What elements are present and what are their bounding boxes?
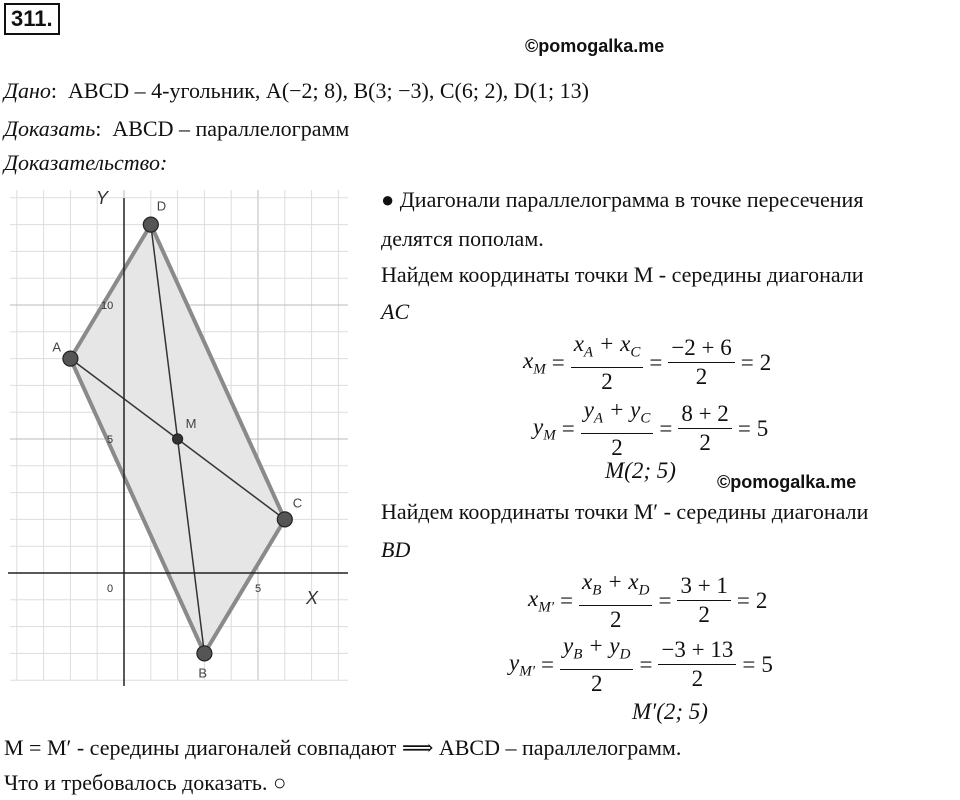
- given-label: Дано: [4, 78, 51, 103]
- point-label-m: M: [185, 416, 197, 431]
- prove-label: Доказать: [4, 116, 96, 141]
- prove-text: ABCD – параллелограмм: [112, 116, 350, 141]
- text-p3b: BD: [381, 537, 411, 562]
- point-a: [63, 351, 78, 366]
- watermark-mid: ©pomogalka.me: [717, 472, 857, 492]
- text-p1b: делятся пополам.: [381, 226, 544, 251]
- x-axis-label: X: [306, 588, 319, 608]
- given-line: Дано: ABCD – 4-угольник, A(−2; 8), B(3; −3), C(6; 2), D(1; 13): [4, 78, 589, 103]
- text-p2a: Найдем координаты точки M - середины диагонали: [381, 262, 864, 287]
- watermark-top: ©pomogalka.me: [525, 36, 665, 56]
- coordinate-graph: [0, 180, 355, 690]
- tick-y-5: 5: [107, 434, 114, 446]
- tick-y-10: 10: [101, 300, 114, 312]
- point-b: [197, 646, 212, 661]
- tick-0: 0: [107, 583, 114, 595]
- point-d: [143, 217, 158, 232]
- qed: Что и требовалось доказать. ○: [4, 770, 287, 795]
- point-c: [277, 512, 292, 527]
- tick-x-5: 5: [255, 583, 262, 595]
- eq-yM: $y_M$ = $\frac{y_A + y_C}{2}$ = $\frac{8 + 2}{2}$ = 5: [533, 397, 769, 460]
- eq-xM: $x_M$ = $\frac{x_A + x_C}{2}$ = $\frac{-2 + 6}{2}$ = 2: [523, 331, 772, 394]
- m-point: M(2; 5): [605, 458, 676, 483]
- point-label-d: D: [156, 198, 167, 214]
- text-p2b: AC: [381, 299, 410, 324]
- eq-xM2: $x_{M'}$ = $\frac{x_B + x_D}{2}$ = $\frac{3 + 1}{2}$ = 2: [528, 569, 768, 632]
- problem-number: 311.: [4, 3, 60, 35]
- prove-line: Доказать: ABCD – параллелограмм: [4, 116, 350, 141]
- text-p3a: Найдем координаты точки M′ - середины диагонали: [381, 499, 869, 524]
- proof-label: Доказательство:: [4, 150, 168, 175]
- point-m: [173, 434, 183, 444]
- text-p1a: ● Диагонали параллелограмма в точке пересечения: [381, 187, 864, 212]
- eq-yM2: $y_{M'}$ = $\frac{y_B + y_D}{2}$ = $\frac{-3 + 13}{2}$ = 5: [509, 633, 773, 696]
- m2-point: M′(2; 5): [632, 699, 708, 724]
- y-axis-label: Y: [96, 188, 109, 208]
- conclusion: M = M′ - середины диагоналей совпадают ⟹ ABCD – параллелограмм.: [4, 735, 682, 760]
- point-label-a: A: [52, 339, 62, 355]
- point-label-b: B: [198, 665, 208, 681]
- point-label-c: C: [292, 495, 303, 511]
- given-text: ABCD – 4-угольник, A(−2; 8), B(3; −3), C(6; 2), D(1; 13): [68, 78, 589, 103]
